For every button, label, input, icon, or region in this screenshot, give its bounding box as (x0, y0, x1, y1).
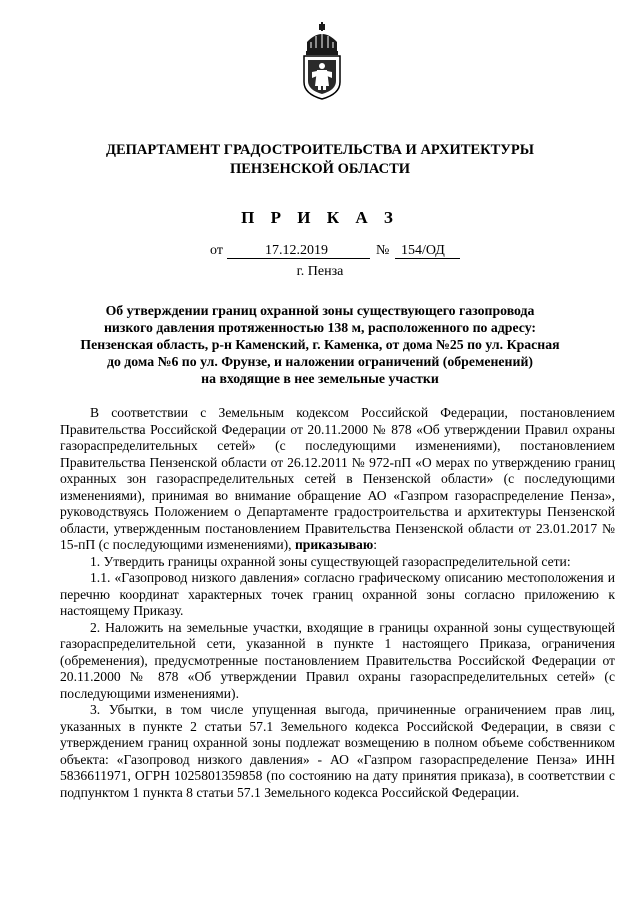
title-line: низкого давления протяженностью 138 м, расположенного по адресу: (103, 320, 537, 335)
date-prefix: от (210, 243, 223, 258)
clause-3: 3. Убытки, в том числе упущенная выгода, причиненные ограничением прав лиц, указанных в пункте 2 статьи 57.1 Земельного кодекса Российской Федерации, в связи с утверждением границ охранной зоны подлежат возмещению в полном объеме собственником объекта: «Газопровод низкого давления» - АО «Газпром газораспределение Пенза» ИНН 5836611971, ОГРН 1025801359858 (по состоянию на дату принятия приказа), в соответствии с подпунктом 1 пункта 8 статьи 57.1 Земельного кодекса Российской Федерации. (60, 702, 615, 800)
clause-2: 2. Наложить на земельные участки, входящие в границы охранной зоны существующей газораспределительной сети, указанной в пункте 1 настоящего Приказа, ограничения (обременения), предусмотренные постановлением Правительства Российской Федерации от 20.11.2000 № 878 «Об утверждении Правил охраны газораспределительных сетей» (с последующими изменениями). (60, 619, 615, 701)
document-city: г. Пенза (296, 264, 344, 279)
preamble-text: В соответствии с Земельным кодексом Российской Федерации, постановлением Правительства Российской Федерации от 20.11.2000 № 878 «Об утверждении Правил охраны газораспределительных сетей» (с последующими изменениями), постановлением Правительства Пензенской области от 26.12.2011 № 972-пП «О мерах по утверждению границ охранных зон газораспределительных сетей в Пензенской области» (с последующими изменениями), принимая во внимание обращение АО «Газпром газораспределение Пенза», руководствуясь Положением о Департаменте градостроительства и архитектуры Пензенской области, утвержденным постановлением Правительства Пензенской области от 23.01.2017 № 15-пП (с последующими изменениями), (60, 405, 615, 552)
document-date: 17.12.2019 (265, 243, 328, 258)
order-verb: приказываю (294, 537, 374, 552)
department-name-line1: ДЕПАРТАМЕНТ ГРАДОСТРОИТЕЛЬСТВА И АРХИТЕКТУРЫ (105, 142, 535, 158)
title-line: до дома №6 по ул. Фрунзе, и наложении ограничений (обременений) (106, 354, 534, 369)
number-underline (395, 258, 460, 259)
document-number: 154/ОД (401, 243, 445, 258)
title-line: Об утверждении границ охранной зоны существующего газопровода (105, 303, 535, 318)
preamble-paragraph (60, 405, 615, 554)
coat-of-arms-icon (299, 22, 345, 100)
department-name-line2: ПЕНЗЕНСКОЙ ОБЛАСТИ (229, 161, 411, 177)
document-body (60, 405, 615, 801)
title-line: на входящие в нее земельные участки (201, 371, 439, 386)
number-sign: № (376, 243, 390, 258)
preamble-end: : (373, 537, 377, 552)
title-line: Пензенская область, р-н Каменский, г. Каменка, от дома №25 по ул. Красная (80, 337, 560, 352)
clause-1: 1. Утвердить границы охранной зоны существующей газораспределительной сети: (90, 553, 571, 569)
date-underline (227, 258, 370, 259)
document-type: П Р И К А З (241, 208, 399, 227)
document-title (68, 302, 572, 387)
clause-1-1: 1.1. «Газопровод низкого давления» согласно графическому описанию местоположения и перечню координат характерных точек границ охранной зоны согласно приложению к настоящему Приказу. (60, 570, 615, 618)
